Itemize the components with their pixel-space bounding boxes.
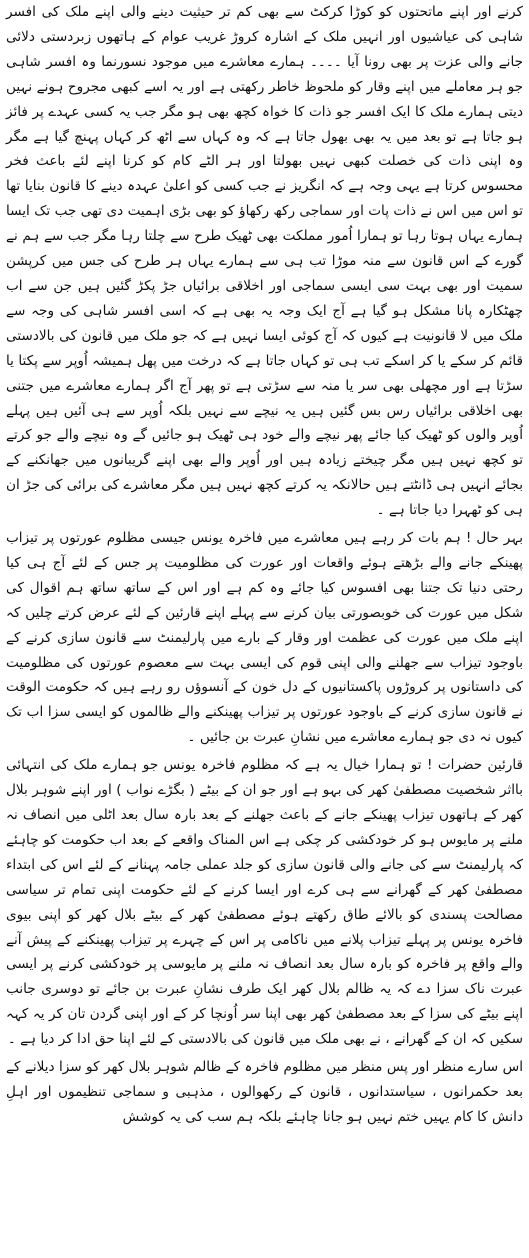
- article-paragraph: اس سارے منظر اور پس منظر میں مظلوم فاخرہ کے ظالم شوہر بلال کھر کو سزا دیلانے کے بعد حکمرانوں ، سیاستدانوں ، قانون کے رکھوالوں ، مذہبی و سماجی تنظیموں اور اہلِ دانش کا کام یہیں ختم نہیں ہو جانا چاہئے بلکہ ہم سب کی یہ کوشش: [6, 1059, 523, 1125]
- article-paragraph: بہر حال ! ہم بات کر رہے ہیں معاشرے میں فاخرہ یونس جیسی مظلوم عورتوں پر تیزاب پھینکے جانے والے بڑھتے ہوئے واقعات اور عورت کی مظلومیت پر جس کے لئے آج ہی کیا رحتی دنیا تک جتنا بھی افسوس کیا جائے وہ کم ہے اور اس کے ساتھ ساتھ ہم اقوال کی شکل میں عورت کی خوبصورتی بیان کرنے سے پہلے اپنے قارئین کے لئے عرض کرتے چلیں کہ اپنے ملک میں عورت کی عظمت اور وقار کے بارے میں پارلیمنٹ سے قانون سازی کرنے کے باوجود تیزاب سے جھلنے والی اپنی قوم کی ایسی بہت سے معصوم عورتوں کی مظلومیت کی داستانوں پر کروڑوں پاکستانیوں کے دل خون کے آنسوؤں رو رہے ہیں کہ حکومت الوقت نے قانون سازی کرنے کے باوجود عورتوں پر تیزاب پھینکنے والے ظالموں کو ایسی سزا اب تک کیوں نہ دی جو ہمارے معاشرے میں نشانِ عبرت بن جائیں ۔: [6, 530, 523, 746]
- article-paragraph: کرنے اور اپنے ماتحتوں کو کوڑا کرکٹ سے بھی کم تر حیثیت دینے والی اپنے ملک کی افسر شاہی کی عیاشیوں اور انہیں ملک کے اشارہ کروڑ غریب عوام کے ہاتھوں زبردستی دلائی جانے والی عزت پر بھی رونا آیا ۔۔۔۔ ہمارے معاشرے میں موجود نسورنما وہ افسر شاہی جو ہر معاملے میں اپنے وقار کو ملحوظ خاطر رکھتی ہے اور یہ اسے کبھی مجروح ہونے نہیں دیتی ہمارے ملک کا ایک افسر جو ذات کا خواہ کچھ بھی ہو مگر جب یہ کسی عہدے پر فائز ہو جاتا ہے تو بعد میں یہ بھی بھول جاتا ہے کہ وہ کہاں سے اٹھ کر کہاں پہنچ گیا ہے مگر وہ اپنی ذات کی خصلت کبھی نہیں بھولتا اور ہر الٹے کام کو کرنا اپنے لئے باعث فخر محسوس کرتا ہے یہی وجہ ہے کہ انگریز نے جب کسی کو اعلیٰ عہدہ دینے کا قانون بنایا تھا تو اس میں اس نے ذات پات اور سماجی رکھ رکھاؤ کو بھی بڑی اہمیت دی تھی جب تک ایسا ہمارے یہاں ہوتا رہا تو ہمارا اُمور مملکت بھی ٹھیک طرح سے چلتا رہا مگر جب سے ہم نے گورے کے اس قانون سے منہ موڑا تب ہی سے ہمارے یہاں ہر طرح کی جس میں کرپشن سمیت اور بھی بہت سی ایسی سماجی اور اخلاقی برائیاں جڑ پکڑ گئیں ہیں جن سے اب چھٹکارہ پانا مشکل ہو گیا ہے آج ایک وجہ یہ بھی ہے کہ اسی افسر شاہی کی وجہ سے ملک میں لا قانونیت ہے کیوں کہ آج کوئی ایسا نہیں ہے کہ جو ملک میں قانون کی بالادستی قائم کر سکے یا کر اسکے تب ہی تو کہاں جاتا ہے کہ درخت میں پھل ہمیشہ اُوپر سے پکتا یا سڑتا ہے اور مچھلی بھی سر یا منہ سے سڑتی ہے تو پھر آج اگر ہمارے معاشرے میں جتنی بھی اخلاقی برائیاں رس بس گئیں ہیں یہ نیچے سے نہیں بلکہ اُوپر سے ہی آئیں ہیں پہلے اُوپر والوں کو ٹھیک کیا جائے پھر نیچے والے خود ہی ٹھیک ہو جائیں گے وہ نیچے والے جو کرتے تو کچھ نہیں ہیں مگر چیختے زیادہ ہیں اور اُوپر والے بھی اپنے گریبانوں میں جھانکنے کے بجائے انہیں ہی ڈانٹتے ہیں حالانکہ یہ کرتے کچھ نہیں ہیں مگر معاشرے کی برائی کی جڑ ان ہی کو ٹھہرا دیا جاتا ہے ۔: [6, 4, 523, 519]
- article-paragraph: قارئین حضرات ! تو ہمارا خیال یہ ہے کہ مظلوم فاخرہ یونس جو ہمارے ملک کی انتہائی بااثر شخصیت مصطفیٰ کھر کی بہو ہے اور جو ان کے بیٹے ( بگڑے نواب ) اور اپنے شوہر بلال کھر کے ہاتھوں تیزاب پھینکے جانے کے باعث جھلنے کے بعد بارہ سال بعد اٹلی میں انصاف نہ ملنے پر مایوس ہو کر خودکشی کر چکی ہے اس المناک واقعے کے بعد اب حکومت کو چاہئے کہ پارلیمنٹ سے کی جانے والی قانون سازی کو جلد عملی جامہ پہنانے کے لئے اس کی ابتداء مصطفیٰ کھر کے گھرانے سے ہی کرے اور ایسا کرنے کے لئے حکومت اپنی تمام تر سیاسی مصالحت پسندی کو بالائے طاق رکھتے ہوئے مصطفیٰ کھر کے بیٹے بلال کھر کو اپنی بیوی فاخرہ یونس پر پہلے تیزاب پلانے میں ناکامی پر اس کے چہرے پر تیزاب پھینکنے کے پیش آنے والے واقع پر فاخرہ کو بارہ سال بعد انصاف نہ ملنے پر مایوسی پر خودکشی کرنے پر ایسی عبرت ناک سزا دے کہ یہ ظالم بلال کھر ایک طرف نشانِ عبرت بن جائے تو دوسری جانب اپنے بیٹے کی سزا کے بعد مصطفیٰ کھر بھی اپنا سر اُونچا کر کے اور اپنی گردن تان کر یہ کہہ سکیں کہ ان کے گھرانے ، نے بھی ملک میں قانون کی بالادستی کے لئے اپنا حق ادا کر دیا ہے ۔: [6, 757, 523, 1048]
